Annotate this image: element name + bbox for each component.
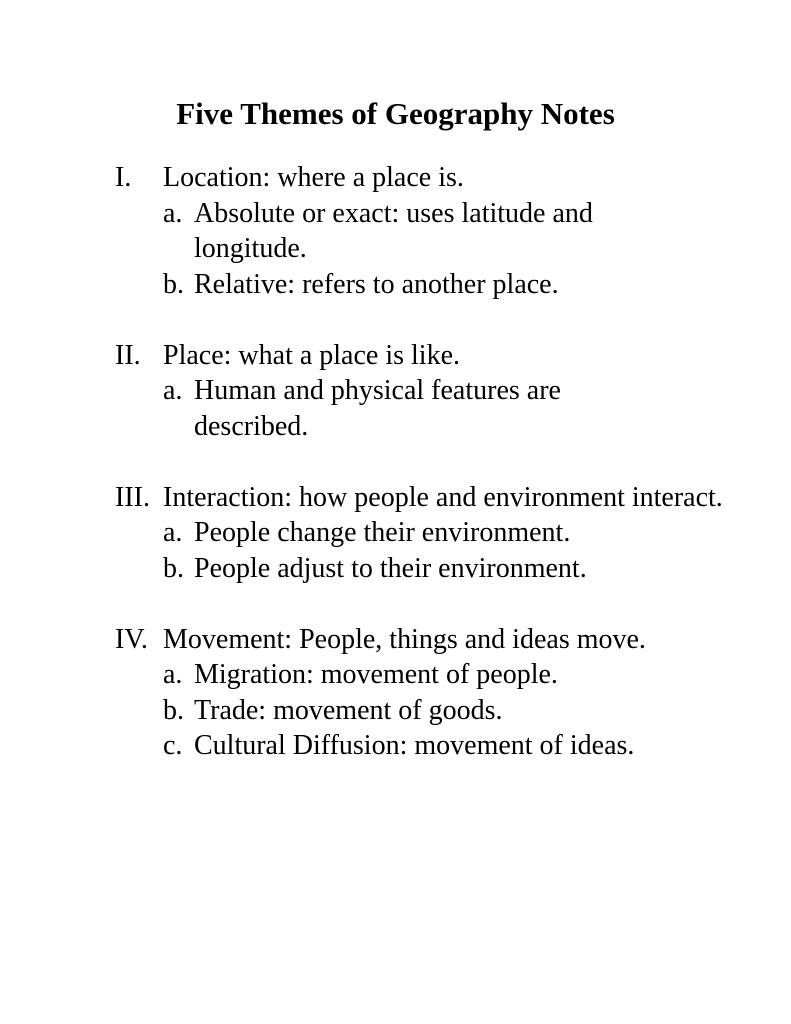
section-text: Interaction: how people and environment interact. bbox=[163, 481, 723, 513]
item-text: Absolute or exact: uses latitude and longitude. bbox=[194, 197, 593, 264]
outline-section-movement bbox=[115, 622, 755, 764]
list-item bbox=[115, 267, 755, 303]
item-text: Relative: refers to another place. bbox=[194, 268, 559, 300]
item-letter: b. bbox=[163, 694, 184, 726]
item-text: Cultural Diffusion: movement of ideas. bbox=[194, 730, 635, 761]
list-item bbox=[115, 728, 755, 764]
outline-section-interaction bbox=[115, 480, 755, 587]
item-letter: b. bbox=[163, 268, 184, 300]
list-item bbox=[115, 693, 755, 729]
section-numeral: I. bbox=[115, 162, 132, 193]
section-heading bbox=[115, 338, 755, 374]
item-letter: a. bbox=[163, 517, 183, 548]
item-text: Human and physical features are described. bbox=[194, 375, 561, 442]
item-text: People adjust to their environment. bbox=[194, 552, 587, 584]
item-letter: b. bbox=[163, 552, 184, 584]
item-letter: a. bbox=[163, 375, 183, 406]
section-text: Location: where a place is. bbox=[163, 162, 464, 193]
list-item bbox=[115, 551, 755, 587]
outline-section-location bbox=[115, 160, 755, 302]
list-item bbox=[115, 196, 755, 267]
item-text: Trade: movement of goods. bbox=[194, 694, 503, 726]
list-item bbox=[115, 515, 755, 551]
section-numeral: II. bbox=[115, 339, 141, 371]
section-text: Movement: People, things and ideas move. bbox=[163, 623, 646, 655]
item-letter: c. bbox=[163, 730, 183, 761]
section-numeral: III. bbox=[115, 481, 150, 513]
outline-section-place bbox=[115, 338, 755, 445]
list-item bbox=[115, 657, 755, 693]
item-text: Migration: movement of people. bbox=[194, 659, 558, 690]
list-item bbox=[115, 373, 755, 444]
section-heading bbox=[115, 480, 755, 516]
section-heading bbox=[115, 622, 755, 658]
outline-list bbox=[115, 160, 755, 799]
page-title: Five Themes of Geography Notes bbox=[176, 96, 615, 131]
item-text: People change their environment. bbox=[194, 517, 571, 548]
section-numeral: IV. bbox=[115, 623, 148, 655]
section-heading bbox=[115, 160, 755, 196]
section-text: Place: what a place is like. bbox=[163, 339, 460, 371]
item-letter: a. bbox=[163, 197, 183, 229]
item-letter: a. bbox=[163, 659, 183, 690]
